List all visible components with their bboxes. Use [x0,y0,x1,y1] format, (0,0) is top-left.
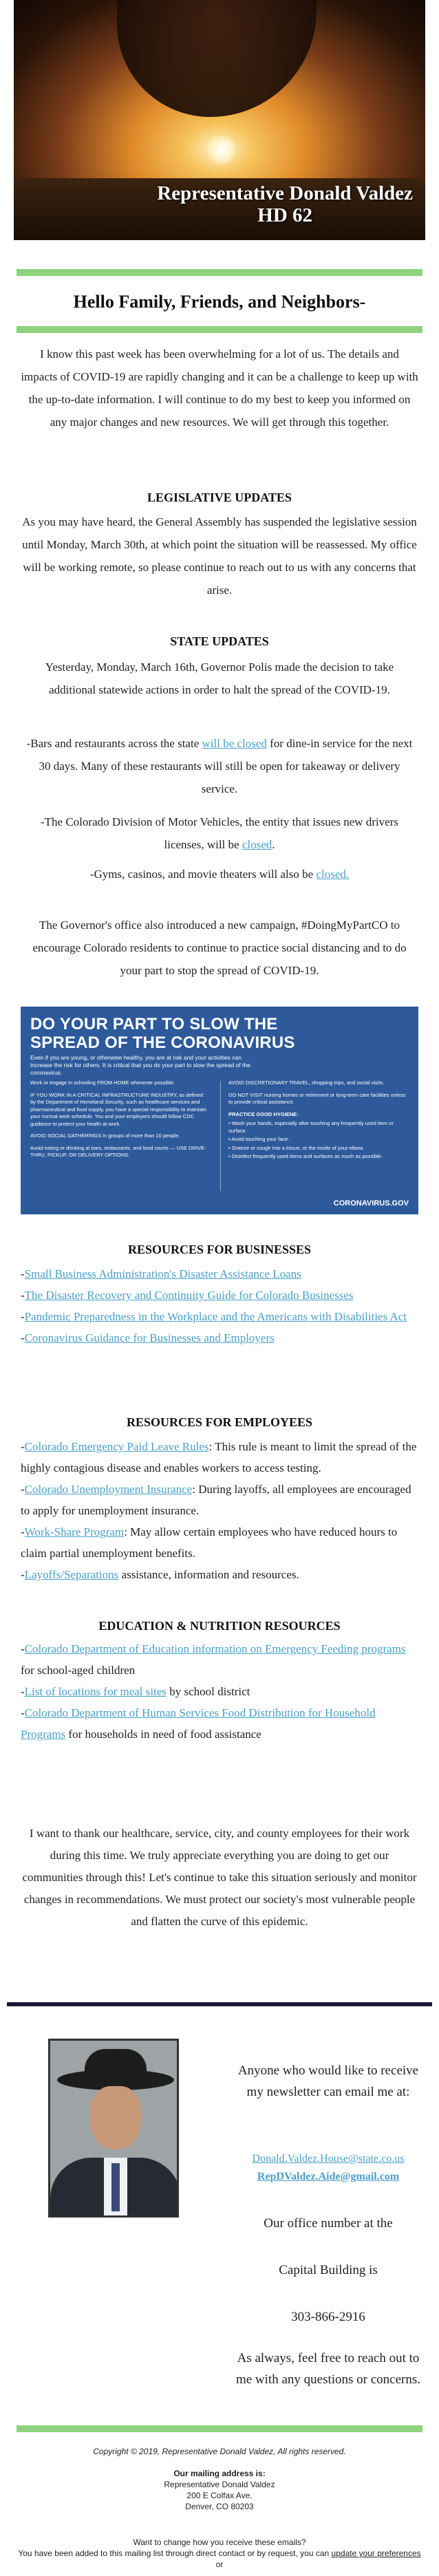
banner-right-item: • Sneeze or cough into a tissue, or the inside of your elbow. [228,1144,364,1151]
bars-update [21,732,418,800]
header-image [14,0,425,240]
bars-text: -Bars and restaurants across the state [26,737,202,750]
banner-right-column [228,1080,407,1166]
mailing-label: Our mailing address is: [173,2469,266,2478]
hand-silhouette [117,0,317,117]
change-question: Want to change how you receive these emails? [133,2537,306,2547]
legislative-paragraph: As you may have heard, the General Assembly has suspended the legislative session until Monday, March 30th, at which point the situation will be reassessed. My office will be working remote, so please continue to reach out to us with any concerns that arise. [22,515,417,597]
mailing-notice-text: You have been added to this mailing list through direct contact or by request, you can [18,2548,332,2558]
banner-right-item: • Disinfect frequently used items and surfaces as much as possible. [228,1153,383,1159]
banner-right-item: DO NOT VISIT nursing homes or retirement or long-term care facilities unless to provide critical assistance. [228,1091,406,1105]
dark-divider [7,2002,432,2006]
list-item: -Colorado Department of Education information on Emergency Feeding programs for school-aged children [21,1642,406,1677]
list-item: -Pandemic Preparedness in the Workplace and the Americans with Disabilities Act [21,1310,407,1323]
list-item: -Layoffs/Separations assistance, information and resources. [21,1568,299,1581]
banner-right-item: • Wash your hands, especially after touching any frequently used item or surface. [228,1120,394,1134]
green-divider [17,326,422,333]
layoffs-link[interactable]: Layoffs/Separations [24,1568,119,1581]
food-distribution-link[interactable]: Colorado Department of Human Services Food Distribution for Household Programs [21,1706,376,1741]
employees-list [21,1436,418,1585]
address-line: Representative Donald Valdez [164,2480,275,2489]
face [90,2086,141,2149]
business-resource-link[interactable]: The Disaster Recovery and Continuity Guide for Colorado Businesses [24,1289,354,1302]
header-caption [157,182,413,226]
bars-text-post: for dine-in service for the next 30 days. Many of these restaurants will still be open for takeaway or delivery service. [39,737,413,795]
list-item-text: : This rule is meant to limit the spread of the highly contagious disease and enables workers to access testing. [21,1440,417,1474]
address-line: Denver, CO 80203 [185,2502,254,2511]
businesses-heading: RESOURCES FOR BUSINESSES [127,1243,312,1256]
list-item-text: : During layoffs, all employees are encouraged to apply for unemployment insurance. [21,1483,411,1517]
dmv-text: -The Colorado Division of Motor Vehicles, the entity that issues new drivers licenses, will be [41,815,398,851]
tie [111,2163,120,2211]
banner-left-item: Avoid eating or drinking at bars, restaurants, and food courts — USE DRIVE-THRU, PICKUP, OR DELIVERY OPTIONS. [30,1144,206,1158]
representative-photo [48,2039,179,2218]
dmv-text-post: . [272,838,275,851]
list-item-text: assistance, information and resources. [118,1568,299,1581]
address-line: 200 E Colfax Ave. [186,2491,253,2500]
list-item: -Colorado Emergency Paid Leave Rules: This rule is meant to limit the spread of the highly contagious disease and enables workers to access testing. [21,1440,417,1474]
state-paragraph: Yesterday, Monday, March 16th, Governor Polis made the decision to take additional statewide actions in order to halt the spread of the COVID-19. [45,661,394,696]
list-item-text: : May allow certain employees who have reduced hours to claim partial unemployment benefits. [21,1525,398,1560]
list-item: -Small Business Administration's Disaster Assistance Loans [21,1267,301,1280]
mailing-notice [14,2548,425,2570]
list-item: -Coronavirus Guidance for Businesses and Employers [21,1331,275,1344]
unemployment-link[interactable]: Colorado Unemployment Insurance [24,1483,193,1496]
emergency-feeding-link[interactable]: Colorado Department of Education information on Emergency Feeding programs [24,1642,406,1655]
mailing-notice-or: or [215,2559,224,2569]
business-resource-link[interactable]: Small Business Administration's Disaster Assistance Loans [24,1267,301,1280]
green-divider [17,269,422,276]
aide-email-link[interactable]: RepDValdez.Aide@gmail.com [257,2171,400,2182]
list-item-text: by school district [167,1685,250,1698]
banner-title [30,1015,295,1052]
header-caption-name: Representative Donald Valdez [157,182,413,204]
banner-left-item: IF YOU WORK IN A CRITICAL INFRASTRUCTURE INDUSTRY, as defined by the Department of Homeland Security, such as healthcare services and pharmaceutical and food supply, you have a special responsibility to maintain your normal work schedule. You and your employers should follow CDC guidance to protect your health at work. [30,1091,206,1127]
banner-column-divider [220,1081,221,1191]
paid-leave-link[interactable]: Colorado Emergency Paid Leave Rules [24,1440,209,1453]
gyms-text: -Gyms, casinos, and movie theaters will also be [89,868,317,881]
gyms-closed-link[interactable]: closed. [316,868,350,881]
building-label: Capital Building is [279,2263,378,2277]
dmv-closed-link[interactable]: closed [242,838,272,851]
business-resource-link[interactable]: Coronavirus Guidance for Businesses and Employers [24,1331,275,1344]
education-list [21,1638,418,1745]
office-phone: 303-866-2916 [291,2310,365,2324]
dmv-update [21,811,418,856]
gyms-update [21,863,418,886]
banner-title-line1: DO YOUR PART TO SLOW THE [30,1015,278,1033]
banner-title-line2: SPREAD OF THE CORONAVIRUS [30,1033,295,1052]
list-item: -Colorado Unemployment Insurance: During layoffs, all employees are encouraged to apply for unemployment insurance. [21,1483,411,1517]
campaign-paragraph: The Governor's office also introduced a new campaign, #DoingMyPartCO to encourage Colorado residents to continue to practice social distancing and to do your part to stop the spread of COVID-19. [32,919,407,977]
banner-right-item: PRACTICE GOOD HYGIENE: [228,1110,299,1117]
state-heading: STATE UPDATES [170,634,269,648]
contact-emails [231,2150,425,2186]
coronavirus-banner [21,1007,418,1214]
work-share-link[interactable]: Work-Share Program [24,1525,125,1538]
list-item-text: for households in need of food assistance [65,1728,261,1741]
update-preferences-link[interactable]: update your preferences [331,2548,421,2558]
list-item: -Colorado Department of Human Services Food Distribution for Household Programs for households in need of food assistance [21,1706,376,1741]
list-item-text: for school-aged children [21,1664,136,1677]
copyright: Copyright © 2019, Representative Donald Valdez, All rights reserved. [93,2447,346,2456]
house-email-link[interactable]: Donald.Valdez.House@state.co.us [252,2153,405,2165]
banner-right-item: • Avoid touching your face. [228,1136,290,1142]
legislative-heading: LEGISLATIVE UPDATES [147,491,292,504]
banner-left-item: Work or engage in schooling FROM HOME whenever possible. [30,1080,175,1086]
list-item: -List of locations for meal sites by school district [21,1685,250,1698]
banner-left-item: AVOID SOCIAL GATHERINGS in groups of more than 10 people. [30,1133,180,1139]
education-heading: EDUCATION & NUTRITION RESOURCES [98,1619,341,1633]
meal-sites-link[interactable]: List of locations for meal sites [24,1685,167,1698]
greeting-heading: Hello Family, Friends, and Neighbors- [73,292,366,312]
list-item: -The Disaster Recovery and Continuity Guide for Colorado Businesses [21,1289,354,1302]
businesses-list [21,1263,418,1349]
sun-icon [206,135,237,165]
list-item: -Work-Share Program: May allow certain employees who have reduced hours to claim partial unemployment benefits. [21,1525,398,1560]
thanks-paragraph: I want to thank our healthcare, service, city, and county employees for their work during this time. We truly appreciate everything you are doing to get our communities through this! Let's continue to take this situation seriously and monitor changes in recommendations. We must protect our society's most vulnerable people and flatten the curve of this epidemic. [22,1827,417,1928]
employees-heading: RESOURCES FOR EMPLOYEES [126,1415,313,1429]
intro-paragraph: I know this past week has been overwhelming for a lot of us. The details and impacts of COVID-19 are rapidly changing and it can be a challenge to keep up with the up-to-date information. I will continue to do my best to keep you informed on any major changes and new resources. We will get through this together. [21,347,418,429]
banner-site: CORONAVIRUS.GOV [333,1199,409,1208]
newsletter-text: Anyone who would like to receive my newsletter can email me at: [237,2063,419,2099]
business-resource-link[interactable]: Pandemic Preparedness in the Workplace and the Americans with Disabilities Act [24,1310,407,1323]
header-caption-district: HD 62 [257,204,313,226]
banner-left-column [30,1080,209,1164]
banner-right-item: AVOID DISCRETIONARY TRAVEL, shopping trips, and social visits. [228,1080,385,1086]
banner-intro: Even if you are young, or otherwise healthy, you are at risk and your activities can increase the risk for others. It is critical that you do your part to slow the spread of the coronavirus. [30,1054,250,1076]
closing-text: As always, feel free to reach out to me with any questions or concerns. [235,2351,421,2387]
office-label: Our office number at the [264,2216,393,2231]
green-divider [17,2425,422,2432]
bars-closed-link[interactable]: will be closed [202,737,267,750]
